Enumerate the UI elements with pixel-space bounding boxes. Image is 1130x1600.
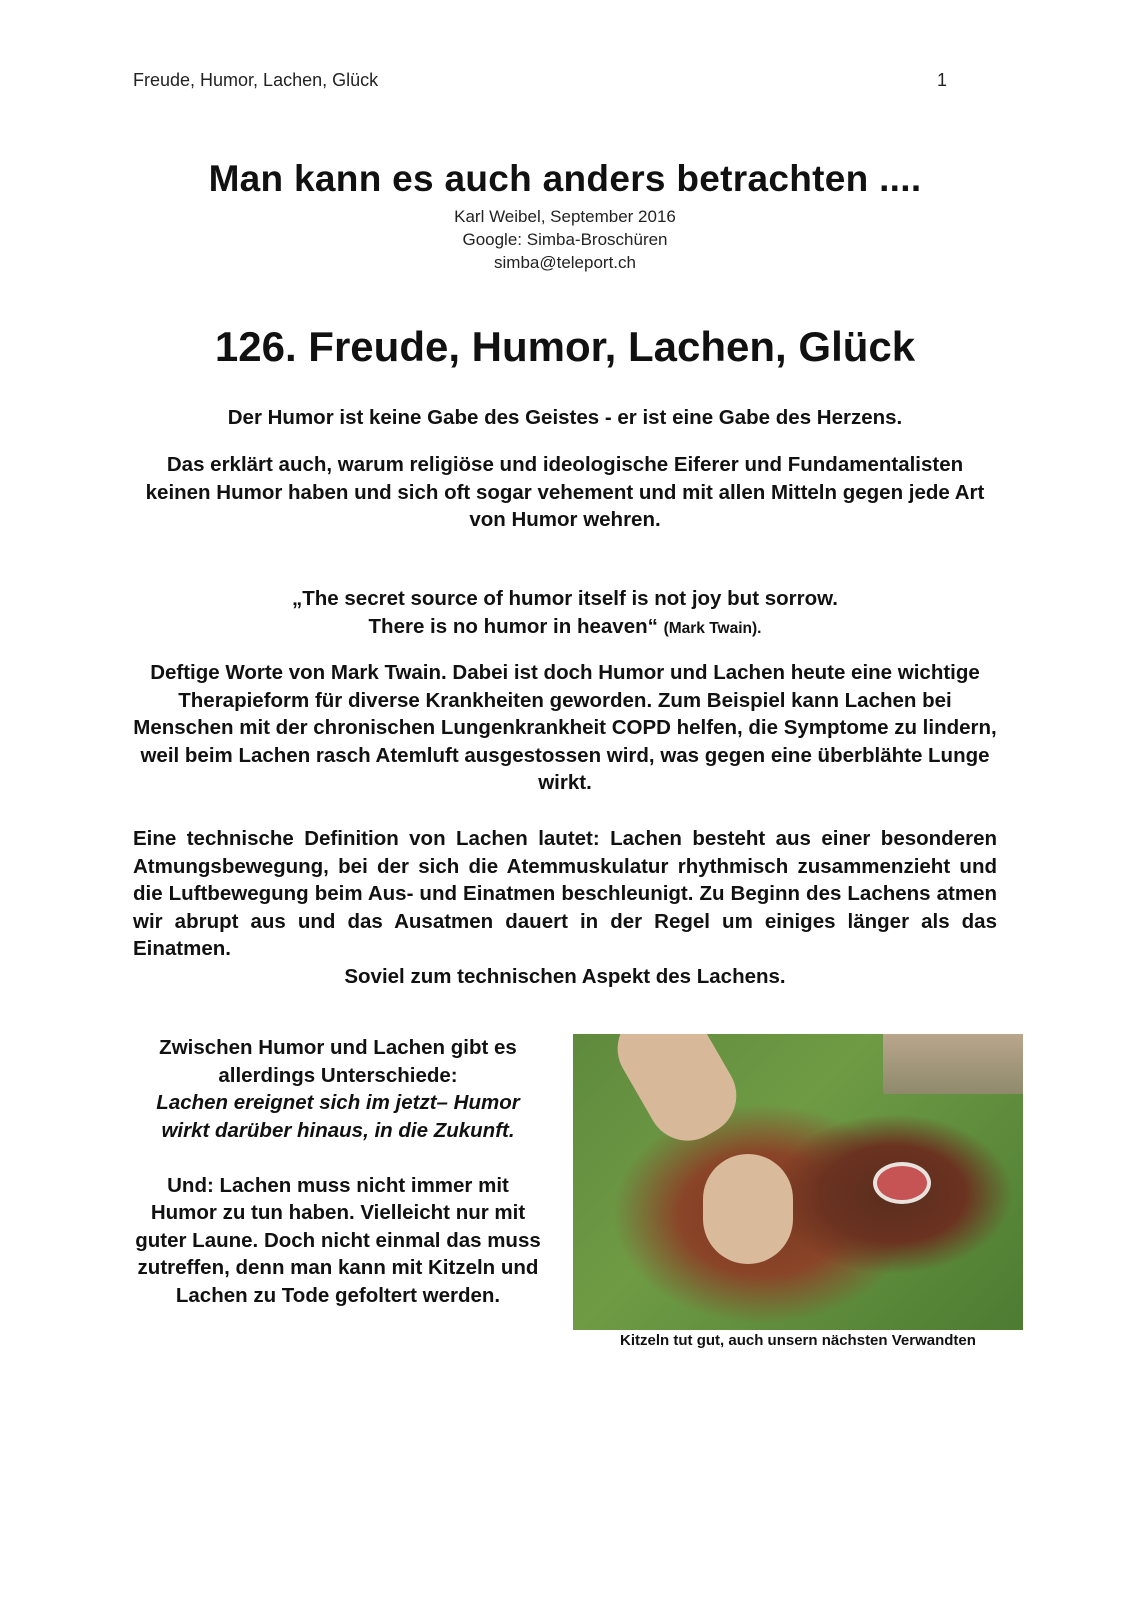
side-text-block (133, 1034, 543, 1309)
side-italic-statement: Lachen ereignet sich im jetzt– Humor wirkt darüber hinaus, in die Zukunft. (156, 1091, 520, 1142)
photo-caption: Kitzeln tut gut, auch unsern nächsten Verwandten (620, 1332, 976, 1349)
paragraph-humor-gift: Der Humor ist keine Gabe des Geistes - er ist eine Gabe des Herzens. (227, 406, 903, 429)
author-date: Karl Weibel, September 2016 (454, 207, 676, 226)
section-heading: 126. Freude, Humor, Lachen, Glück (214, 323, 916, 370)
paragraph-definition (133, 825, 997, 990)
definition-text: Eine technische Definition von Lachen lautet: Lachen besteht aus einer besonderen Atmungsbewegung, bei der sich die Atemmuskulatur rhythmisch zusammenzieht und die Luftbewegung beim Aus- und Einatmen beschleunigt. Zu Beginn des Lachens atmen wir abrupt aus und das Ausatmen dauert in der Regel um einiges länger als das Einatmen. (133, 827, 997, 960)
mark-twain-quote (133, 585, 997, 642)
quote-line-1: „The secret source of humor itself is not joy but sorrow. (292, 587, 838, 610)
side-intro: Zwischen Humor und Lachen gibt es allerdings Unterschiede: (159, 1036, 517, 1087)
definition-closing: Soviel zum technischen Aspekt des Lachens. (344, 964, 786, 988)
paragraph-fundamentalists: Das erklärt auch, warum religiöse und ideologische Eiferer und Fundamentalisten keinen Humor haben und sich oft sogar vehement und mit allen Mitteln gegen jede Art von Humor wehren. (145, 453, 985, 531)
paragraph-therapy: Deftige Worte von Mark Twain. Dabei ist doch Humor und Lachen heute eine wichtige Therapieform für diverse Krankheiten geworden. Zum Beispiel kann Lachen bei Menschen mit der chronischen Lungenkrankheit COPD helfen, die Symptome zu lindern, weil beim Lachen rasch Atemluft ausgestossen wird, was gegen eine überblähte Lunge wirkt. (133, 661, 997, 794)
photo-background-leaves (883, 1034, 1023, 1094)
running-header (133, 70, 947, 91)
document-title: Man kann es auch anders betrachten .... (208, 158, 922, 199)
page-number: 1 (936, 70, 947, 90)
author-block (0, 205, 1130, 274)
photo-laughing-mouth (873, 1162, 931, 1204)
quote-line-2: There is no humor in heaven“ (368, 614, 658, 638)
running-title: Freude, Humor, Lachen, Glück (133, 70, 379, 90)
photo-hand (703, 1154, 793, 1264)
photo-tickled-orangutan (573, 1034, 1023, 1330)
photo-arm (603, 1034, 751, 1155)
side-body: Und: Lachen muss nicht immer mit Humor zu tun haben. Vielleicht nur mit guter Laune. Doch nicht einmal das muss zutreffen, denn man kann mit Kitzeln und Lachen zu Tode gefoltert werden. (135, 1173, 541, 1307)
contact-email: simba@teleport.ch (494, 253, 636, 272)
google-reference: Google: Simba-Broschüren (462, 230, 668, 249)
quote-source: (Mark Twain). (663, 619, 762, 637)
